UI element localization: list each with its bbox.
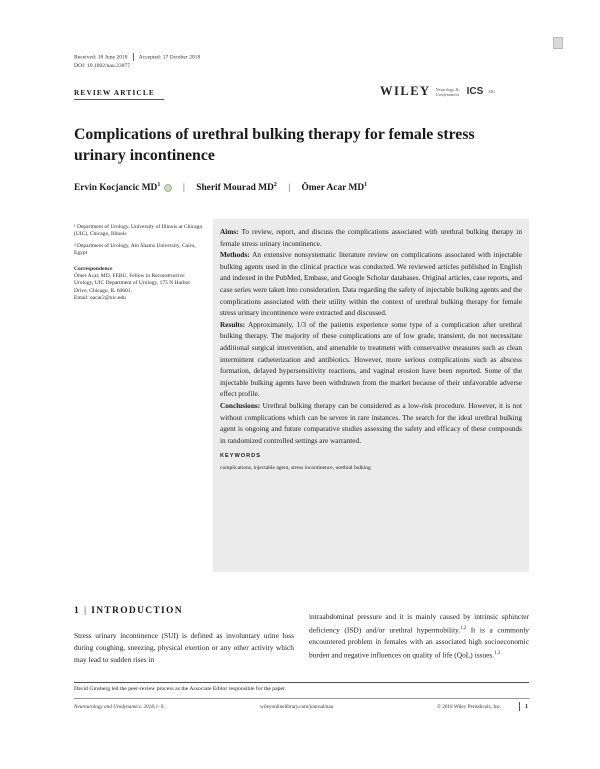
conclusions-label: Conclusions: (220, 400, 261, 410)
received-date: Received: 18 June 2018 (74, 54, 128, 61)
journal-logo: Neurology & Urodynamics (435, 86, 460, 97)
author-separator: | (288, 183, 291, 194)
footer-divider (74, 698, 529, 699)
methods-text: An extensive nonsystematic literature review on complications associated with injectable bulking agents used in the clinical practice was conducted. We reviewed articles published in English and indexed in the PubMed, Embase, and Google Scholar databases. Original articles, case reports, and case series were taken into consideration. Data regarding the safety of injectable bulking agents and the complications associated with their utility within the context of urethral bulking therapy for female stress urinary incontinence were extracted and discussed. (220, 250, 522, 318)
footer-url[interactable]: wileyonlinelibrary.com/journal/nau (260, 704, 334, 710)
results-label: Results: (220, 319, 246, 329)
author-affiliation-mark: 1 (364, 182, 368, 188)
section-heading-introduction (74, 606, 183, 616)
page-corner-marker (553, 37, 563, 49)
page-number: 1 (525, 703, 529, 710)
keywords-list: complications, injectable agent, stress incontinence, urethral bulking (220, 464, 371, 471)
orcid-icon[interactable] (164, 184, 172, 192)
doi[interactable]: DOI: 10.1002/nau.23877 (74, 63, 131, 70)
author-name[interactable]: Ömer Acar MD (301, 183, 365, 194)
editor-note: David Ginsberg led the peer-review process as the Associate Editor responsible for the paper. (74, 686, 287, 692)
siu-logo: SIU (488, 89, 496, 94)
footer-separator (519, 702, 520, 711)
intro-right-part-1: intraabdominal pressure and it is mainly caused by intrinsic sphincter deficiency (ISD) and/or urethral hypermobility. (309, 612, 529, 635)
paper-title: Complications of urethral bulking therapy for female stress urinary incontinence (74, 126, 475, 164)
results-text: Approximately, 1/3 of the patients experience some type of a complication after urethral bulking therapy. The majority of these complications are of low grade, transient, do not necessitate additional surgical intervention, and amenable to treatment with conservative measures such as clean intermittent catheterization and antibiotics. However, more serious complications such as abscess formation, delayed hypersensitivity reactions, and vaginal erosion have been reported. Some of the injectable bulking agents have been withdrawn from the market because of their unfavorable adverse effect profile. (220, 319, 522, 399)
aims-text: To review, report, and discuss the complications associated with urethral bulking therapy in female stress urinary incontinence. (220, 227, 522, 248)
article-type: REVIEW ARTICLE (74, 88, 155, 97)
keywords-heading: KEYWORDS (220, 453, 261, 460)
correspondence-address: Ömer Acar, MD, FEBU, Fellow in Reconstructive Urology, UIC Department of Urology, 175 N Harbor Drive, Chicago, IL 60601. (74, 273, 191, 294)
footer-copyright: © 2018 Wiley Periodicals, Inc. (437, 704, 502, 710)
affiliations (74, 224, 204, 307)
article-type-underline (74, 99, 164, 100)
affiliation-1: ¹ Department of Urology, University of Illinois at Chicago (UIC), Chicago, Illinois (74, 224, 203, 238)
intro-text-right (309, 611, 529, 662)
ics-logo: ICS (466, 86, 484, 97)
accepted-date: Accepted: 17 October 2018 (138, 54, 201, 61)
author-separator: | (183, 183, 185, 194)
correspondence-heading: Correspondence (74, 265, 113, 272)
publisher-logos (380, 84, 500, 99)
footnote-divider (74, 682, 529, 683)
section-separator: | (84, 606, 88, 616)
conclusions-text: Urethral bulking therapy can be considered as a low-risk procedure. However, it is not without complications which can be severe in rare instances. The search for the ideal urethral bulking agent is ongoing and future comparative studies assessing the safety and efficacy of these compounds in randomized controlled settings are warranted. (220, 400, 522, 445)
abstract-methods (220, 249, 522, 319)
affiliation-2: ² Department of Urology, Ain Shams University, Cairo, Egypt (74, 242, 196, 257)
correspondence-email[interactable]: Email: oacar2@uic.edu (74, 295, 126, 302)
section-number: 1 (74, 606, 81, 616)
date-separator (133, 53, 134, 61)
abstract-results (220, 319, 522, 400)
author-affiliation-mark: 2 (273, 182, 277, 188)
intro-text-left: Stress urinary incontinence (SUI) is defined as involuntary urine loss during coughing, sneezing, physical exertion or any other activity which may lead to sudden rises in (74, 631, 294, 664)
author-affiliation-mark: 1 (157, 182, 161, 188)
author-name[interactable]: Ervin Kocjancic MD (74, 183, 158, 194)
section-title: INTRODUCTION (91, 606, 183, 616)
author-name[interactable]: Sherif Mourad MD (196, 183, 274, 194)
aims-label: Aims: (220, 227, 239, 236)
citation-2[interactable]: 1,3 (494, 651, 501, 657)
author-list (74, 182, 367, 193)
citation-1[interactable]: 1,2 (460, 626, 467, 631)
abstract-conclusions (220, 400, 522, 446)
wiley-logo: WILEY (380, 84, 431, 98)
footer-journal: Neurourology and Urodynamics. 2018;1–9. (74, 704, 165, 710)
abstract (213, 219, 529, 572)
methods-label: Methods: (220, 250, 250, 260)
abstract-aims (220, 226, 522, 249)
article-dates (74, 53, 200, 71)
intro-right-part-2: It is a commonly encountered problem in females with an associated high socioeconomic burden and negative influences on quality of life (QoL) issues. (309, 625, 529, 660)
